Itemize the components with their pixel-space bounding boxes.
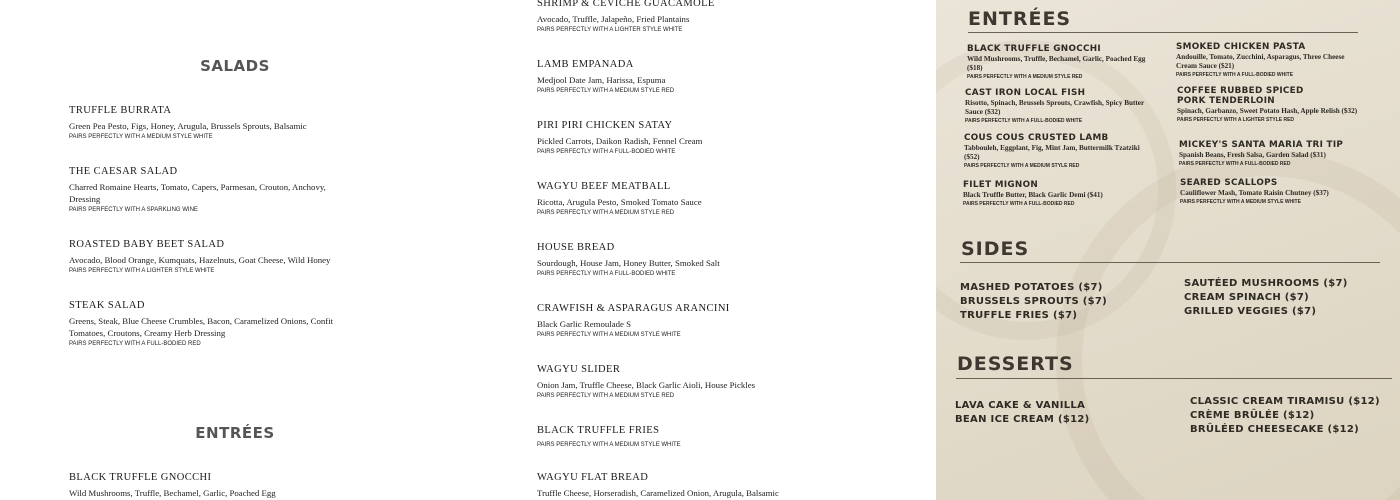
menu-item-pairing: PAIRS PERFECTLY WITH A FULL-BODIED WHITE (537, 271, 676, 277)
photo-item-pairing: PAIRS PERFECTLY WITH A MEDIUM STYLE WHITE (1180, 199, 1301, 205)
menu-item (537, 472, 917, 499)
photo-item-desc: Black Truffle Butter, Black Garlic Demi ($41) (963, 191, 1103, 199)
menu-item-desc: Wild Mushrooms, Truffle, Bechamel, Garlic, Poached Egg (69, 488, 276, 498)
menu-item (537, 59, 917, 94)
menu-item-desc: Medjool Date Jam, Harissa, Espuma (537, 75, 666, 85)
menu-item-name: THE CAESAR SALAD (69, 166, 178, 177)
menu-item (69, 166, 349, 213)
menu-item-desc: Green Pea Pesto, Figs, Honey, Arugula, Brussels Sprouts, Balsamic (69, 121, 307, 131)
dessert-item: BEAN ICE CREAM ($12) (955, 414, 1090, 425)
desserts-list-right (1190, 395, 1380, 437)
photo-menu-item (967, 44, 1157, 80)
side-item: MASHED POTATOES ($7) (960, 282, 1103, 293)
menu-item-desc: Ricotta, Arugula Pesto, Smoked Tomato Sauce (537, 197, 702, 207)
side-item: GRILLED VEGGIES ($7) (1184, 306, 1317, 317)
menu-item-name: LAMB EMPANADA (537, 59, 634, 70)
menu-item-name: CRAWFISH & ASPARAGUS ARANCINI (537, 303, 730, 314)
photo-menu-item (1179, 140, 1369, 167)
menu-item (537, 364, 917, 399)
divider (956, 378, 1392, 379)
menu-item-pairing: PAIRS PERFECTLY WITH A SPARKLING WINE (69, 207, 198, 213)
side-item: BRUSSELS SPROUTS ($7) (960, 296, 1107, 307)
photo-item-pairing: PAIRS PERFECTLY WITH A MEDIUM STYLE RED (964, 163, 1080, 169)
menu-item-name: BLACK TRUFFLE GNOCCHI (69, 472, 212, 483)
photo-item-desc: Risotto, Spinach, Brussels Sprouts, Crawfish, Spicy Butter Sauce ($32) (965, 99, 1145, 116)
menu-item-desc: Pickled Carrots, Daikon Radish, Fennel Cream (537, 136, 703, 146)
side-item: CREAM SPINACH ($7) (1184, 292, 1310, 303)
menu-item-name: WAGYU SLIDER (537, 364, 621, 375)
menu-item-pairing: PAIRS PERFECTLY WITH A MEDIUM STYLE WHITE (537, 332, 681, 338)
menu-item (537, 0, 917, 33)
menu-item-pairing: PAIRS PERFECTLY WITH A MEDIUM STYLE RED (537, 210, 675, 216)
photo-item-desc: Cauliflower Mash, Tomato Raisin Chutney ($37) (1180, 189, 1329, 197)
photo-item-name: BLACK TRUFFLE GNOCCHI (967, 44, 1101, 54)
photo-menu-item (1180, 178, 1370, 205)
photo-menu-item (1176, 42, 1366, 78)
photo-sides-heading: SIDES (961, 238, 1030, 260)
menu-item (69, 472, 349, 499)
menu-item (537, 181, 917, 216)
divider (960, 262, 1380, 263)
photo-item-pairing: PAIRS PERFECTLY WITH A FULL-BODIED WHITE (1176, 72, 1294, 78)
menu-item-desc: Avocado, Blood Orange, Kumquats, Hazelnuts, Goat Cheese, Wild Honey (69, 255, 331, 265)
menu-item-name: SHRIMP & CEVICHE GUACAMOLE (537, 0, 715, 9)
menu-page-middle (468, 0, 936, 500)
photo-item-name: COFFEE RUBBED SPICED PORK TENDERLOIN (1177, 86, 1304, 106)
menu-item (537, 303, 917, 338)
menu-item-name: ROASTED BABY BEET SALAD (69, 239, 225, 250)
sides-list-left (960, 281, 1107, 323)
photo-item-name: FILET MIGNON (963, 180, 1039, 190)
photo-desserts-heading: DESSERTS (957, 353, 1074, 375)
photo-entrees-heading: ENTRÉES (968, 8, 1072, 30)
menu-item-name: WAGYU FLAT BREAD (537, 472, 649, 483)
photo-menu-item (965, 88, 1155, 124)
entrees-heading: ENTRÉES (195, 424, 275, 442)
menu-item-desc: Sourdough, House Jam, Honey Butter, Smoked Salt (537, 258, 720, 268)
menu-item-pairing: PAIRS PERFECTLY WITH A LIGHTER STYLE WHITE (537, 27, 683, 33)
menu-item-pairing: PAIRS PERFECTLY WITH A MEDIUM STYLE WHITE (69, 134, 213, 140)
menu-item-pairing: PAIRS PERFECTLY WITH A MEDIUM STYLE RED (537, 393, 675, 399)
menu-item-pairing: PAIRS PERFECTLY WITH A LIGHTER STYLE WHITE (69, 268, 215, 274)
menu-item-desc: Charred Romaine Hearts, Tomato, Capers, Parmesan, Crouton, Anchovy, Dressing (69, 182, 326, 204)
photo-menu-item (963, 180, 1153, 207)
photo-item-name: SEARED SCALLOPS (1180, 178, 1278, 188)
side-item: TRUFFLE FRIES ($7) (960, 310, 1078, 321)
dessert-item: CLASSIC CREAM TIRAMISU ($12) (1190, 396, 1380, 407)
photo-item-desc: Andouille, Tomato, Zucchini, Asparagus, Three Cheese Cream Sauce ($21) (1176, 53, 1345, 70)
menu-item-name: TRUFFLE BURRATA (69, 105, 172, 116)
photo-item-name: SMOKED CHICKEN PASTA (1176, 42, 1306, 52)
photo-item-pairing: PAIRS PERFECTLY WITH A FULL-BODIED RED (963, 201, 1075, 207)
menu-item-desc: Truffle Cheese, Horseradish, Caramelized Onion, Arugula, Balsamic (537, 488, 779, 498)
dessert-item: LAVA CAKE & VANILLA (955, 400, 1086, 411)
photo-item-pairing: PAIRS PERFECTLY WITH A MEDIUM STYLE RED (967, 74, 1083, 80)
photo-menu-item (1177, 86, 1358, 123)
menu-item-desc: Avocado, Truffle, Jalapeño, Fried Plantains (537, 14, 690, 24)
photo-item-name: MICKEY'S SANTA MARIA TRI TIP (1179, 140, 1344, 150)
menu-photo (936, 0, 1400, 500)
menu-item (537, 120, 917, 155)
photo-item-desc: Spinach, Garbanzo, Sweet Potato Hash, Apple Relish ($32) (1177, 107, 1358, 115)
menu-item (69, 300, 349, 347)
menu-item (69, 239, 349, 274)
photo-item-name: CAST IRON LOCAL FISH (965, 88, 1086, 98)
photo-item-pairing: PAIRS PERFECTLY WITH A FULL-BODIED RED (1179, 161, 1291, 167)
dessert-item: CRÈME BRÛLÉE ($12) (1190, 410, 1315, 421)
divider (968, 32, 1358, 33)
dessert-item: BRÛLÉED CHEESECAKE ($12) (1190, 424, 1360, 435)
photo-menu-item (964, 133, 1154, 169)
menu-item-name: HOUSE BREAD (537, 242, 615, 253)
side-item: SAUTÉED MUSHROOMS ($7) (1184, 278, 1348, 289)
photo-item-pairing: PAIRS PERFECTLY WITH A FULL-BODIED WHITE (965, 118, 1083, 124)
photo-item-name: COUS COUS CRUSTED LAMB (964, 133, 1109, 143)
menu-item-pairing: PAIRS PERFECTLY WITH A FULL-BODIED WHITE (537, 149, 676, 155)
menu-item-desc: Onion Jam, Truffle Cheese, Black Garlic Aioli, House Pickles (537, 380, 756, 390)
salads-heading: SALADS (200, 57, 270, 75)
menu-item-pairing: PAIRS PERFECTLY WITH A MEDIUM STYLE RED (537, 88, 675, 94)
photo-item-desc: Tabbouleh, Eggplant, Fig, Mint Jam, Buttermilk Tzatziki ($52) (964, 144, 1140, 161)
menu-item-desc: Greens, Steak, Blue Cheese Crumbles, Bacon, Caramelized Onions, Confit Tomatoes, Croutons, Creamy Herb Dressing (69, 316, 334, 338)
photo-item-pairing: PAIRS PERFECTLY WITH A LIGHTER STYLE RED (1177, 117, 1295, 123)
menu-item-name: STEAK SALAD (69, 300, 145, 311)
sides-list-right (1184, 277, 1348, 319)
menu-item-pairing: PAIRS PERFECTLY WITH A FULL-BODIED RED (69, 341, 201, 347)
menu-page-left (0, 0, 470, 500)
menu-item-desc: Black Garlic Remoulade S (537, 319, 632, 329)
menu-item-name: BLACK TRUFFLE FRIES (537, 425, 660, 436)
photo-item-desc: Spanish Beans, Fresh Salsa, Garden Salad ($31) (1179, 151, 1326, 159)
menu-item (69, 105, 349, 140)
menu-item-pairing: PAIRS PERFECTLY WITH A MEDIUM STYLE WHITE (537, 442, 681, 448)
photo-item-desc: Wild Mushrooms, Truffle, Bechamel, Garlic, Poached Egg ($18) (967, 55, 1146, 72)
menu-item-name: WAGYU BEEF MEATBALL (537, 181, 671, 192)
menu-item (537, 242, 917, 277)
desserts-list-left (955, 399, 1089, 427)
menu-item-name: PIRI PIRI CHICKEN SATAY (537, 120, 673, 131)
menu-item (537, 425, 917, 448)
